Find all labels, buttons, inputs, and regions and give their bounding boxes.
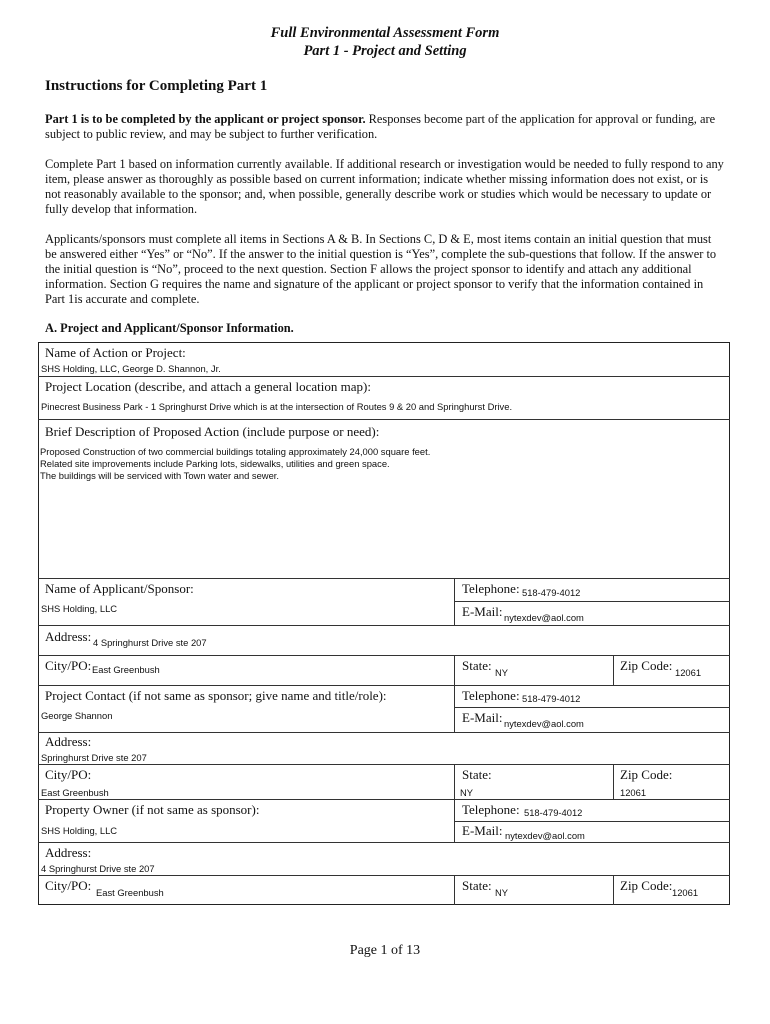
divider bbox=[38, 799, 730, 800]
applicant-name-label: Name of Applicant/Sponsor: bbox=[45, 581, 194, 596]
divider bbox=[613, 875, 614, 905]
owner-name-label: Property Owner (if not same as sponsor): bbox=[45, 802, 260, 817]
divider bbox=[38, 764, 730, 765]
contact-address-field[interactable]: Springhurst Drive ste 207 bbox=[41, 752, 147, 763]
page-number: Page 1 of 13 bbox=[349, 943, 421, 958]
instructions-paragraph-2: Complete Part 1 based on information currently available. If additional research or investigation would be needed to fully respond to any item, please answer as thoroughly as possible based on current information; indicate whether missing information does not exist, or is not reasonably available to the sponsor; and, when possible, generally describe work or studies which would be necessary to update or fully develop that information. bbox=[45, 157, 724, 216]
form-title: Full Environmental Assessment Form bbox=[270, 25, 500, 41]
instructions-heading: Instructions for Completing Part 1 bbox=[45, 78, 268, 94]
contact-address-label: Address: bbox=[45, 734, 92, 749]
contact-name-label: Project Contact (if not same as sponsor; give name and title/role): bbox=[45, 688, 387, 703]
contact-telephone-label: Telephone: bbox=[462, 688, 520, 703]
description-field[interactable] bbox=[40, 446, 720, 571]
divider bbox=[613, 764, 614, 799]
divider bbox=[38, 842, 730, 843]
divider bbox=[454, 875, 455, 905]
divider bbox=[38, 685, 730, 686]
owner-state-label: State: bbox=[462, 878, 492, 893]
description-label: Brief Description of Proposed Action (include purpose or need): bbox=[45, 424, 380, 439]
divider bbox=[38, 625, 730, 626]
contact-telephone-field[interactable]: 518-479-4012 bbox=[522, 693, 581, 704]
applicant-telephone-label: Telephone: bbox=[462, 581, 520, 596]
project-location-field[interactable]: Pinecrest Business Park - 1 Springhurst Drive which is at the intersection of Routes 9 & 20 and Springhurst Drive. bbox=[41, 401, 513, 412]
instructions-paragraph-1 bbox=[45, 112, 725, 142]
description-line: The buildings will be serviced with Town water and sewer. bbox=[40, 470, 280, 481]
contact-email-field[interactable]: nytexdev@aol.com bbox=[504, 718, 584, 729]
instructions-paragraph-3: Applicants/sponsors must complete all items in Sections A & B. In Sections C, D & E, most items contain an initial question that must be answered either “Yes” or “No”. If the answer to the initial question is “Yes”, complete the sub-questions that follow. If the answer to the initial question is “No”, proceed to the next question. Section F allows the project sponsor to identify and attach any additional information. Section G requires the name and signature of the applicant or project sponsor to verify that the information contained in Part 1is accurate and complete. bbox=[45, 232, 717, 306]
applicant-city-label: City/PO: bbox=[45, 658, 92, 673]
divider bbox=[38, 578, 730, 579]
divider bbox=[38, 875, 730, 876]
divider bbox=[454, 764, 455, 842]
contact-city-label: City/PO: bbox=[45, 767, 92, 782]
owner-address-label: Address: bbox=[45, 845, 92, 860]
owner-email-label: E-Mail: bbox=[462, 823, 503, 838]
divider bbox=[38, 376, 730, 377]
divider bbox=[613, 655, 614, 685]
contact-city-field[interactable]: East Greenbush bbox=[41, 787, 109, 798]
applicant-zip-label: Zip Code: bbox=[620, 658, 673, 673]
divider bbox=[38, 732, 730, 733]
applicant-zip-field[interactable]: 12061 bbox=[675, 667, 702, 678]
owner-zip-field[interactable]: 12061 bbox=[672, 887, 699, 898]
owner-address-field[interactable]: 4 Springhurst Drive ste 207 bbox=[41, 863, 155, 874]
section-a-heading: A. Project and Applicant/Sponsor Information. bbox=[45, 321, 294, 335]
owner-city-label: City/PO: bbox=[45, 878, 92, 893]
divider bbox=[454, 707, 730, 708]
project-location-label: Project Location (describe, and attach a general location map): bbox=[45, 379, 371, 394]
owner-telephone-field[interactable]: 518-479-4012 bbox=[524, 807, 583, 818]
contact-zip-label: Zip Code: bbox=[620, 767, 673, 782]
divider bbox=[38, 655, 730, 656]
applicant-address-field[interactable]: 4 Springhurst Drive ste 207 bbox=[93, 637, 207, 648]
applicant-state-field[interactable]: NY bbox=[495, 667, 509, 678]
contact-state-field[interactable]: NY bbox=[460, 787, 474, 798]
name-of-action-field[interactable]: SHS Holding, LLC, George D. Shannon, Jr. bbox=[41, 363, 221, 374]
contact-state-label: State: bbox=[462, 767, 492, 782]
contact-zip-field[interactable]: 12061 bbox=[620, 787, 647, 798]
contact-email-label: E-Mail: bbox=[462, 710, 503, 725]
owner-telephone-label: Telephone: bbox=[462, 802, 520, 817]
applicant-state-label: State: bbox=[462, 658, 492, 673]
applicant-email-field[interactable]: nytexdev@aol.com bbox=[504, 612, 584, 623]
contact-name-field[interactable]: George Shannon bbox=[41, 710, 113, 721]
divider bbox=[38, 419, 730, 420]
divider bbox=[454, 578, 455, 625]
owner-email-field[interactable]: nytexdev@aol.com bbox=[505, 830, 585, 841]
applicant-telephone-field[interactable]: 518-479-4012 bbox=[522, 587, 581, 598]
name-of-action-label: Name of Action or Project: bbox=[45, 345, 186, 360]
applicant-address-label: Address: bbox=[45, 629, 92, 644]
description-line: Proposed Construction of two commercial buildings totaling approximately 24,000 square feet. bbox=[40, 446, 431, 457]
form-subtitle: Part 1 - Project and Setting bbox=[303, 43, 467, 59]
owner-zip-label: Zip Code: bbox=[620, 878, 673, 893]
description-line: Related site improvements include Parking lots, sidewalks, utilities and green space. bbox=[40, 458, 390, 469]
applicant-email-label: E-Mail: bbox=[462, 604, 503, 619]
owner-name-field[interactable]: SHS Holding, LLC bbox=[41, 825, 118, 836]
owner-state-field[interactable]: NY bbox=[495, 887, 509, 898]
instructions-paragraph-1-bold: Part 1 is to be completed by the applicant or project sponsor. bbox=[45, 112, 366, 126]
applicant-city-field[interactable]: East Greenbush bbox=[92, 664, 160, 675]
divider bbox=[454, 821, 730, 822]
applicant-name-field[interactable]: SHS Holding, LLC bbox=[41, 603, 118, 614]
divider bbox=[454, 601, 730, 602]
owner-city-field[interactable]: East Greenbush bbox=[96, 887, 164, 898]
divider bbox=[454, 655, 455, 732]
instructions-paragraph-1-text: Responses become part of the application for approval or funding, are subject to public review, and may be subject to further verification. bbox=[45, 112, 716, 141]
